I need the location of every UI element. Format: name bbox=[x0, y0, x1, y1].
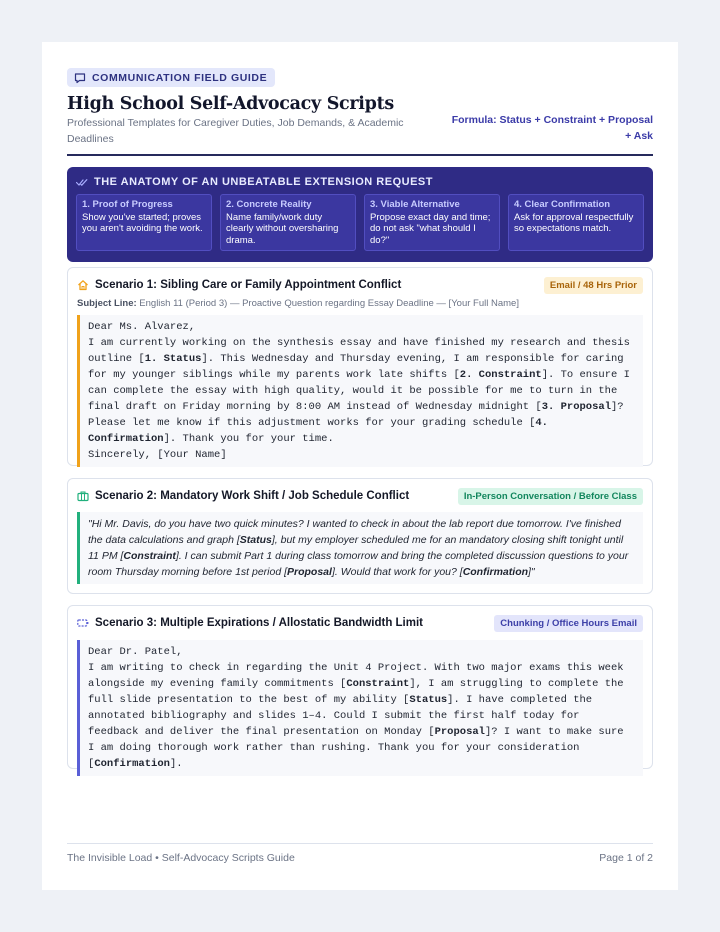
footer bbox=[67, 843, 653, 864]
scenario-title bbox=[77, 279, 401, 291]
step-description: Show you've started; proves you aren't avoiding the work. bbox=[82, 211, 203, 234]
page-title: High School Self-Advocacy Scripts bbox=[67, 93, 394, 114]
scenario-title bbox=[77, 490, 409, 502]
scenario-badge: In-Person Conversation / Before Class bbox=[458, 488, 643, 505]
house-icon bbox=[77, 279, 89, 291]
conversation-body bbox=[77, 512, 643, 584]
scenario-title bbox=[77, 617, 423, 629]
scenario-title-text: Scenario 1: Sibling Care or Family Appointment Conflict bbox=[95, 279, 402, 291]
subject-text: English 11 (Period 3) — Proactive Question regarding Essay Deadline — [Your Full Name] bbox=[139, 298, 519, 309]
step-card bbox=[76, 194, 212, 251]
message-part: ]. To ensure I can complete the essay with high quality, would it be possible for me to turn in the final draft on Friday morning by 8:00 AM instead of Wednesday midnight [ bbox=[88, 369, 630, 413]
tag-label: COMMUNICATION FIELD GUIDE bbox=[92, 71, 268, 84]
message-part: ]. I can submit Part 1 during class tomorrow and bring the completed discussion questions to your room Thursday morning before 1st period [ bbox=[88, 550, 629, 578]
greeting: Dear Dr. Patel, bbox=[88, 646, 183, 658]
scenario-1-card bbox=[67, 267, 653, 466]
anatomy-steps bbox=[76, 194, 644, 251]
message-part: ], but my employer scheduled me for an mandatory closing shift tonight until 11 PM [ bbox=[88, 534, 624, 562]
subject-line bbox=[77, 298, 643, 309]
formula-marker: Status bbox=[239, 534, 272, 546]
message-part: I am currently working on the synthesis essay and have finished my research and thesis outline [ bbox=[88, 337, 630, 365]
formula-text: Formula: Status + Constraint + Proposal + Ask bbox=[451, 113, 653, 142]
subject-label: Subject Line: bbox=[77, 298, 137, 309]
email-body bbox=[77, 640, 643, 776]
message-part: ]. I have completed the annotated bibliography and slides 1–4. Could I submit the first half today for feedback and deliver the final presentation on Monday [ bbox=[88, 694, 593, 738]
message-part: ]. This Wednesday and Thursday evening, I am responsible for caring for my younger siblings while my parents work late shifts [ bbox=[88, 353, 624, 381]
message-part: "Hi Mr. Davis, do you have two quick minutes? I wanted to check in about the lab report due tomorrow. I've finished the data calculations and graph [ bbox=[88, 518, 621, 546]
formula-marker: Confirmation bbox=[94, 758, 170, 770]
message-text bbox=[88, 335, 635, 447]
header bbox=[67, 93, 653, 156]
step-title: 2. Concrete Reality bbox=[226, 198, 312, 210]
field-guide-tag bbox=[67, 68, 275, 87]
footer-left: The Invisible Load • Self-Advocacy Scripts Guide bbox=[67, 852, 295, 864]
formula-marker: Confirmation bbox=[462, 566, 529, 578]
message-part: ]. Would that work for you? [ bbox=[331, 566, 463, 578]
message-part: ]? I want to make sure I am doing thorough work rather than rushing. Thank you for your consideration [ bbox=[88, 726, 624, 770]
message-text bbox=[88, 660, 635, 772]
formula-marker: Status bbox=[409, 694, 448, 706]
scenario-badge: Email / 48 Hrs Prior bbox=[544, 277, 643, 294]
formula-marker: 1. Status bbox=[144, 353, 202, 365]
email-body bbox=[77, 315, 643, 467]
page-number: Page 1 of 2 bbox=[599, 852, 653, 864]
anatomy-title bbox=[76, 176, 644, 188]
closing: Sincerely, [Your Name] bbox=[88, 449, 227, 461]
chat-bubble-icon bbox=[74, 72, 86, 84]
message-part: ], I am struggling to complete the full slide presentation to the best of my ability [ bbox=[88, 678, 624, 706]
anatomy-title-text: THE ANATOMY OF AN UNBEATABLE EXTENSION REQUEST bbox=[94, 175, 433, 188]
formula-marker: Constraint bbox=[346, 678, 410, 690]
step-title: 3. Viable Alternative bbox=[370, 198, 460, 210]
content bbox=[67, 68, 653, 770]
scenario-title-text: Scenario 3: Multiple Expirations / Allostatic Bandwidth Limit bbox=[95, 617, 424, 629]
message-part: ]? Please let me know if this adjustment works for your grading schedule [ bbox=[88, 401, 624, 429]
scenario-badge: Chunking / Office Hours Email bbox=[494, 615, 643, 632]
step-card bbox=[508, 194, 644, 251]
step-description: Name family/work duty clearly without oversharing drama. bbox=[226, 211, 339, 246]
message-part: ]. bbox=[169, 758, 183, 770]
anatomy-panel bbox=[67, 167, 653, 262]
scenario-3-card bbox=[67, 605, 653, 769]
message-part: ]" bbox=[528, 566, 535, 578]
greeting: Dear Ms. Alvarez, bbox=[88, 321, 196, 333]
step-title: 4. Clear Confirmation bbox=[514, 198, 611, 210]
page bbox=[42, 42, 678, 890]
scenario-2-card bbox=[67, 478, 653, 594]
briefcase-icon bbox=[77, 490, 89, 502]
step-description: Ask for approval respectfully so expectations match. bbox=[514, 211, 634, 234]
battery-icon bbox=[77, 617, 89, 629]
formula-marker: Proposal bbox=[434, 726, 485, 738]
step-title: 1. Proof of Progress bbox=[82, 198, 173, 210]
formula-marker: Constraint bbox=[123, 550, 176, 562]
step-description: Propose exact day and time; do not ask "what should I do?" bbox=[370, 211, 491, 246]
formula-marker: Proposal bbox=[287, 566, 332, 578]
scenario-title-text: Scenario 2: Mandatory Work Shift / Job Schedule Conflict bbox=[95, 490, 410, 502]
step-card bbox=[220, 194, 356, 251]
page-subtitle: Professional Templates for Caregiver Duties, Job Demands, & Academic Deadlines bbox=[67, 116, 404, 145]
formula-marker: 2. Constraint bbox=[459, 369, 542, 381]
double-check-icon bbox=[76, 176, 88, 188]
message-part: I am writing to check in regarding the Unit 4 Project. With two major exams this week alongside my evening family commitments [ bbox=[88, 662, 624, 690]
message-part: ]. Thank you for your time. bbox=[163, 433, 334, 445]
formula-marker: 4. Confirmation bbox=[88, 417, 548, 445]
formula-marker: 3. Proposal bbox=[541, 401, 611, 413]
step-card bbox=[364, 194, 500, 251]
